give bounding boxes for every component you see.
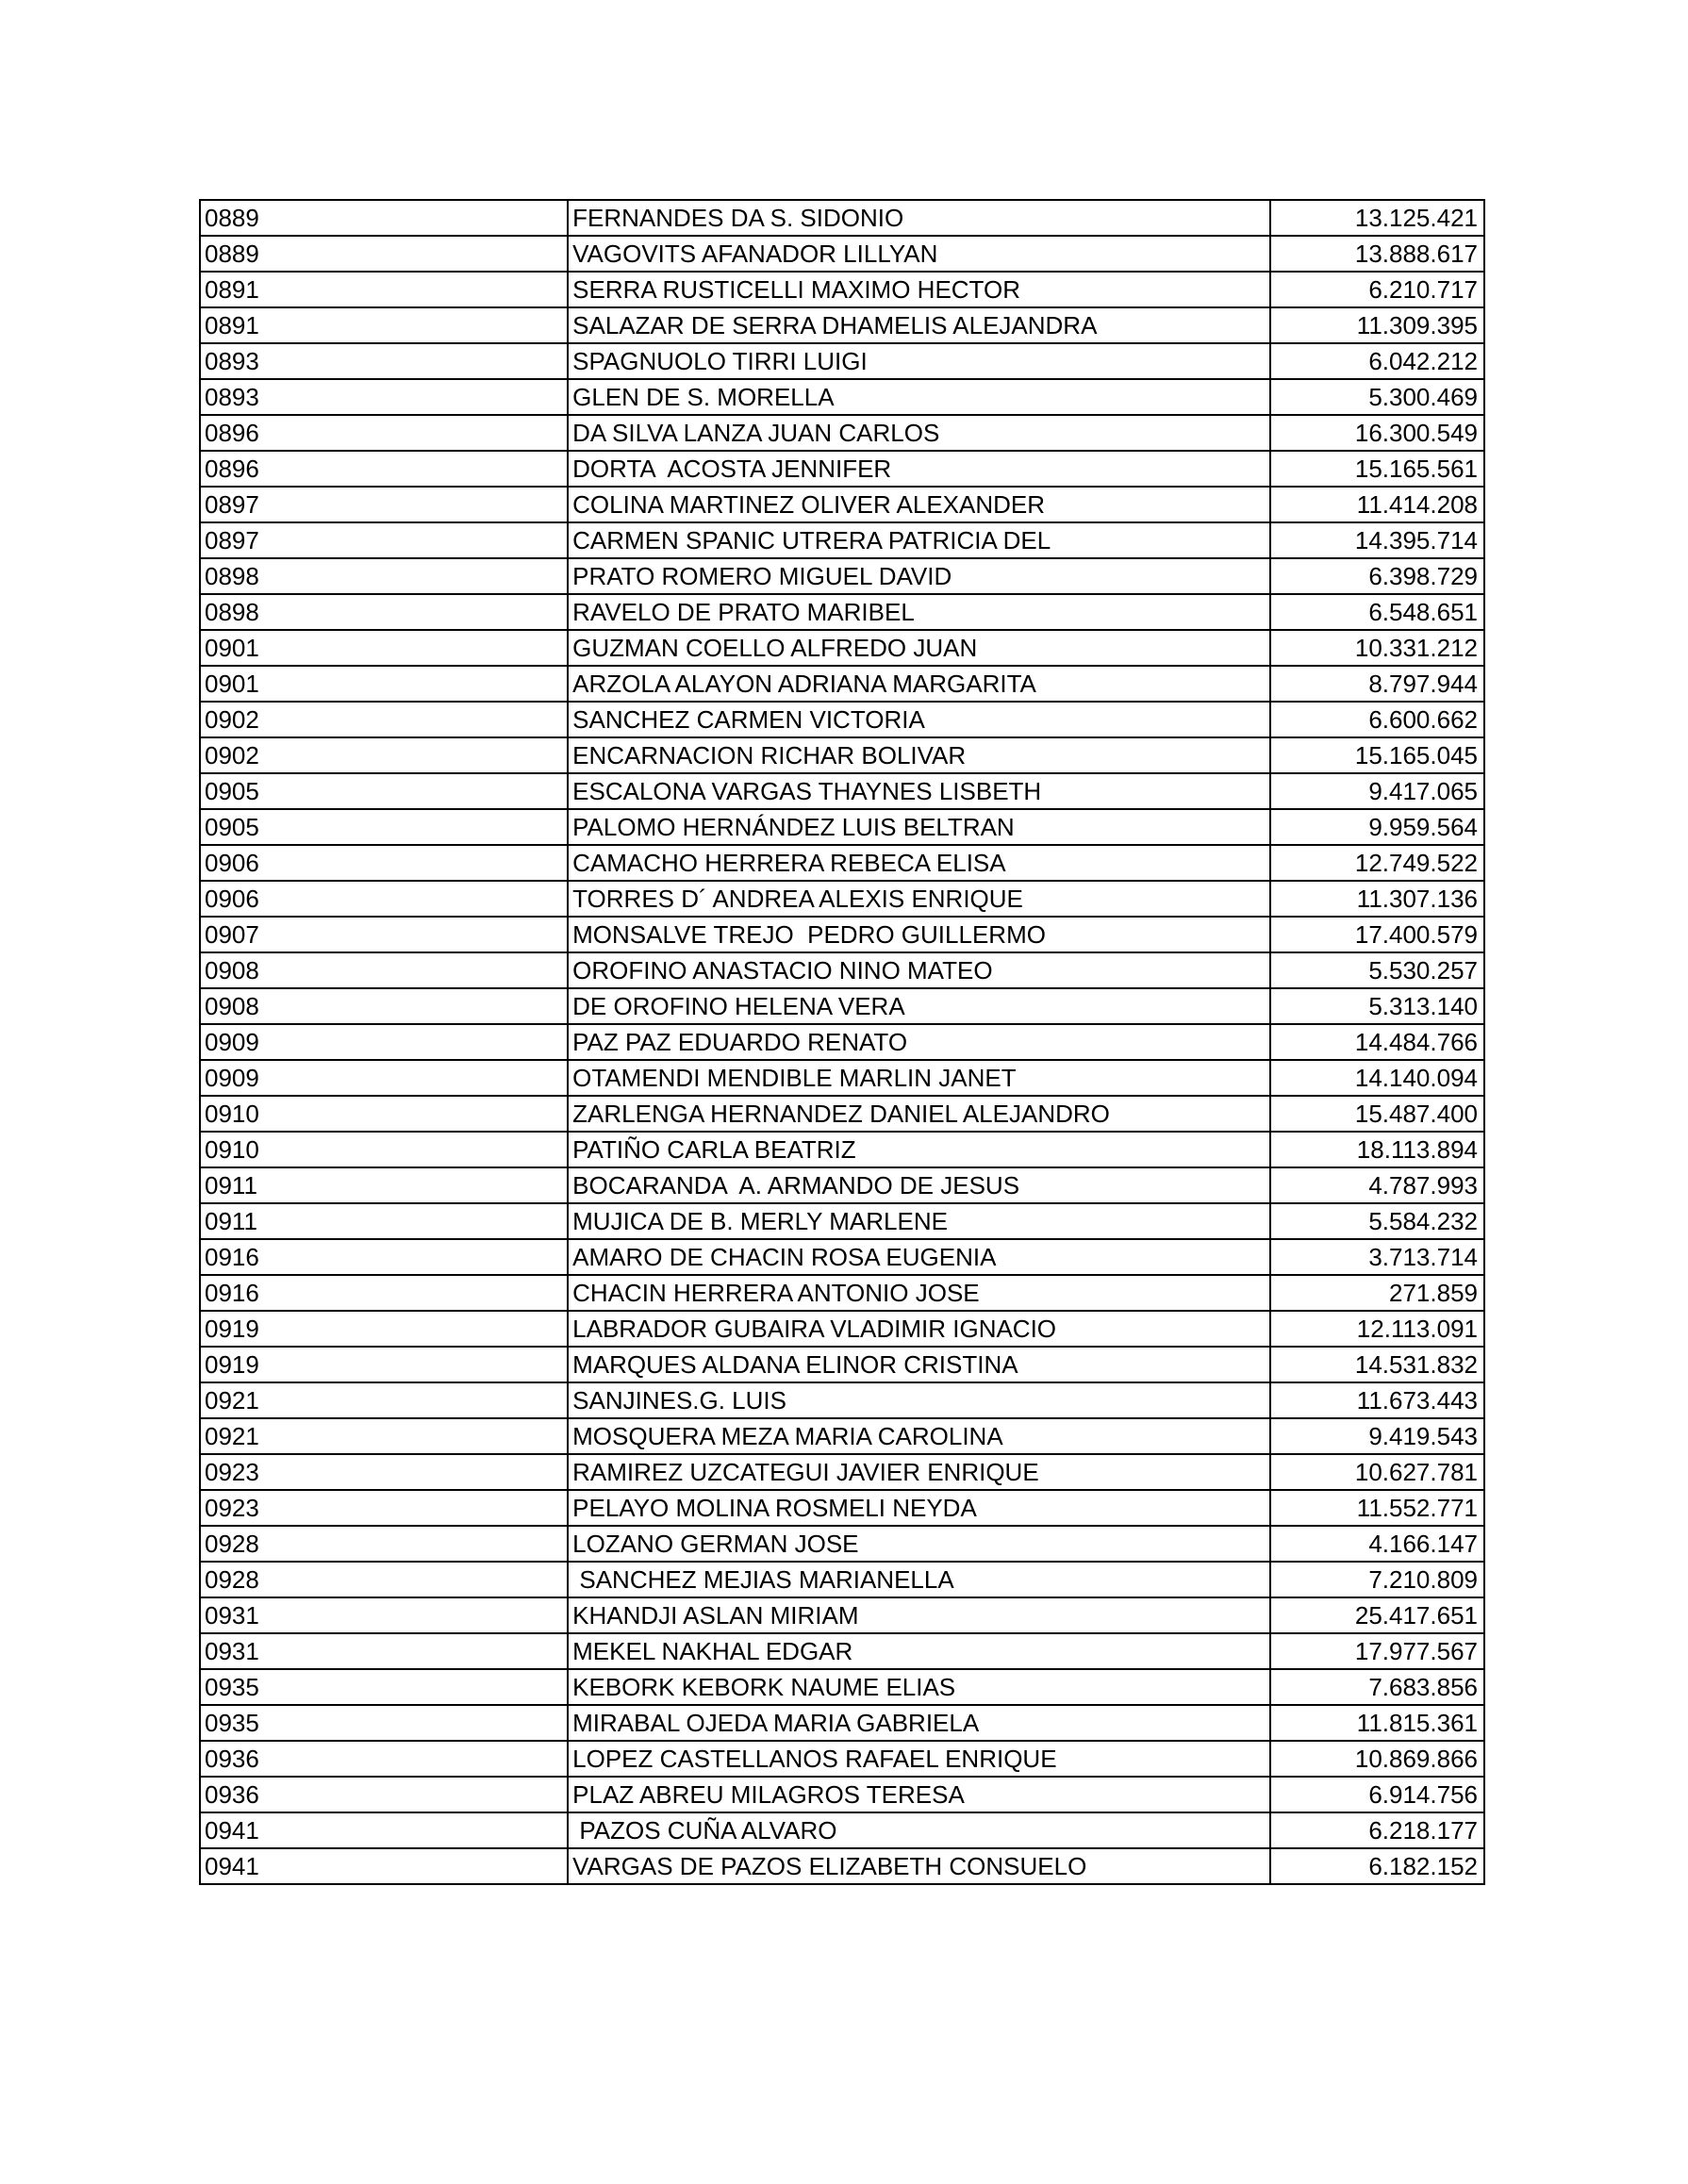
amount-cell: 6.218.177 [1270,1812,1484,1848]
table-row [200,1633,1484,1669]
amount-cell: 11.815.361 [1270,1705,1484,1741]
name-cell: RAMIREZ UZCATEGUI JAVIER ENRIQUE [568,1454,1270,1490]
amount-cell: 7.683.856 [1270,1669,1484,1705]
code-cell: 0896 [200,451,568,487]
code-cell: 0909 [200,1024,568,1060]
table-row [200,1597,1484,1633]
table-row [200,236,1484,272]
code-cell: 0916 [200,1275,568,1311]
name-cell: KEBORK KEBORK NAUME ELIAS [568,1669,1270,1705]
amount-cell: 17.400.579 [1270,917,1484,952]
code-cell: 0911 [200,1167,568,1203]
code-cell: 0936 [200,1741,568,1777]
amount-cell: 25.417.651 [1270,1597,1484,1633]
name-cell: PAZ PAZ EDUARDO RENATO [568,1024,1270,1060]
name-cell: PRATO ROMERO MIGUEL DAVID [568,558,1270,594]
code-cell: 0931 [200,1597,568,1633]
amount-cell: 9.419.543 [1270,1418,1484,1454]
name-cell: SERRA RUSTICELLI MAXIMO HECTOR [568,272,1270,307]
code-cell: 0921 [200,1382,568,1418]
amount-cell: 16.300.549 [1270,415,1484,451]
code-cell: 0896 [200,415,568,451]
table-row [200,737,1484,773]
table-row [200,1060,1484,1096]
name-cell: CHACIN HERRERA ANTONIO JOSE [568,1275,1270,1311]
code-cell: 0936 [200,1777,568,1812]
code-cell: 0910 [200,1096,568,1132]
code-cell: 0906 [200,845,568,881]
amount-cell: 6.210.717 [1270,272,1484,307]
table-row [200,1418,1484,1454]
name-cell: MOSQUERA MEZA MARIA CAROLINA [568,1418,1270,1454]
name-cell: PATIÑO CARLA BEATRIZ [568,1132,1270,1167]
code-cell: 0908 [200,952,568,988]
name-cell: PLAZ ABREU MILAGROS TERESA [568,1777,1270,1812]
amount-cell: 10.627.781 [1270,1454,1484,1490]
amount-cell: 14.395.714 [1270,522,1484,558]
name-cell: PALOMO HERNÁNDEZ LUIS BELTRAN [568,809,1270,845]
code-cell: 0941 [200,1848,568,1884]
amount-cell: 15.165.045 [1270,737,1484,773]
code-cell: 0919 [200,1311,568,1347]
amount-cell: 6.398.729 [1270,558,1484,594]
code-cell: 0941 [200,1812,568,1848]
name-cell: DA SILVA LANZA JUAN CARLOS [568,415,1270,451]
table-row [200,1741,1484,1777]
table-row [200,1454,1484,1490]
code-cell: 0901 [200,666,568,702]
amount-cell: 14.484.766 [1270,1024,1484,1060]
code-cell: 0919 [200,1347,568,1382]
amount-cell: 4.787.993 [1270,1167,1484,1203]
amount-cell: 6.600.662 [1270,702,1484,737]
records-table [199,199,1485,1885]
code-cell: 0902 [200,737,568,773]
name-cell: MIRABAL OJEDA MARIA GABRIELA [568,1705,1270,1741]
name-cell: GUZMAN COELLO ALFREDO JUAN [568,630,1270,666]
name-cell: RAVELO DE PRATO MARIBEL [568,594,1270,630]
name-cell: FERNANDES DA S. SIDONIO [568,200,1270,236]
name-cell: LOZANO GERMAN JOSE [568,1526,1270,1562]
amount-cell: 14.531.832 [1270,1347,1484,1382]
name-cell: PAZOS CUÑA ALVARO [568,1812,1270,1848]
table-row [200,1705,1484,1741]
code-cell: 0923 [200,1490,568,1526]
code-cell: 0897 [200,487,568,522]
table-row [200,415,1484,451]
code-cell: 0923 [200,1454,568,1490]
table-row [200,630,1484,666]
name-cell: SPAGNUOLO TIRRI LUIGI [568,343,1270,379]
table-row [200,1024,1484,1060]
name-cell: OTAMENDI MENDIBLE MARLIN JANET [568,1060,1270,1096]
amount-cell: 10.331.212 [1270,630,1484,666]
amount-cell: 271.859 [1270,1275,1484,1311]
amount-cell: 5.300.469 [1270,379,1484,415]
table-row [200,1777,1484,1812]
code-cell: 0905 [200,773,568,809]
table-row [200,451,1484,487]
name-cell: TORRES D´ ANDREA ALEXIS ENRIQUE [568,881,1270,917]
table-row [200,487,1484,522]
name-cell: GLEN DE S. MORELLA [568,379,1270,415]
table-row [200,1848,1484,1884]
table-row [200,952,1484,988]
table-row [200,1382,1484,1418]
code-cell: 0889 [200,200,568,236]
name-cell: ENCARNACION RICHAR BOLIVAR [568,737,1270,773]
name-cell: ZARLENGA HERNANDEZ DANIEL ALEJANDRO [568,1096,1270,1132]
code-cell: 0935 [200,1669,568,1705]
code-cell: 0905 [200,809,568,845]
table-row [200,845,1484,881]
amount-cell: 6.182.152 [1270,1848,1484,1884]
name-cell: ARZOLA ALAYON ADRIANA MARGARITA [568,666,1270,702]
code-cell: 0907 [200,917,568,952]
amount-cell: 5.530.257 [1270,952,1484,988]
amount-cell: 11.414.208 [1270,487,1484,522]
table-row [200,379,1484,415]
table-row [200,666,1484,702]
table-row [200,1239,1484,1275]
amount-cell: 15.165.561 [1270,451,1484,487]
name-cell: COLINA MARTINEZ OLIVER ALEXANDER [568,487,1270,522]
table-row [200,1812,1484,1848]
name-cell: KHANDJI ASLAN MIRIAM [568,1597,1270,1633]
amount-cell: 6.548.651 [1270,594,1484,630]
code-cell: 0891 [200,307,568,343]
amount-cell: 12.113.091 [1270,1311,1484,1347]
table-row [200,1096,1484,1132]
code-cell: 0921 [200,1418,568,1454]
table-row [200,1311,1484,1347]
name-cell: DORTA ACOSTA JENNIFER [568,451,1270,487]
table-row [200,343,1484,379]
name-cell: OROFINO ANASTACIO NINO MATEO [568,952,1270,988]
table-row [200,1275,1484,1311]
name-cell: LOPEZ CASTELLANOS RAFAEL ENRIQUE [568,1741,1270,1777]
name-cell: ESCALONA VARGAS THAYNES LISBETH [568,773,1270,809]
code-cell: 0928 [200,1526,568,1562]
table-row [200,1167,1484,1203]
name-cell: MEKEL NAKHAL EDGAR [568,1633,1270,1669]
amount-cell: 14.140.094 [1270,1060,1484,1096]
code-cell: 0910 [200,1132,568,1167]
name-cell: SANCHEZ MEJIAS MARIANELLA [568,1562,1270,1597]
name-cell: AMARO DE CHACIN ROSA EUGENIA [568,1239,1270,1275]
table-row [200,307,1484,343]
table-row [200,522,1484,558]
code-cell: 0897 [200,522,568,558]
code-cell: 0909 [200,1060,568,1096]
amount-cell: 18.113.894 [1270,1132,1484,1167]
amount-cell: 5.584.232 [1270,1203,1484,1239]
amount-cell: 11.673.443 [1270,1382,1484,1418]
name-cell: LABRADOR GUBAIRA VLADIMIR IGNACIO [568,1311,1270,1347]
table-row [200,809,1484,845]
amount-cell: 15.487.400 [1270,1096,1484,1132]
amount-cell: 11.552.771 [1270,1490,1484,1526]
code-cell: 0931 [200,1633,568,1669]
code-cell: 0889 [200,236,568,272]
amount-cell: 5.313.140 [1270,988,1484,1024]
name-cell: VAGOVITS AFANADOR LILLYAN [568,236,1270,272]
name-cell: BOCARANDA A. ARMANDO DE JESUS [568,1167,1270,1203]
amount-cell: 10.869.866 [1270,1741,1484,1777]
amount-cell: 13.125.421 [1270,200,1484,236]
name-cell: VARGAS DE PAZOS ELIZABETH CONSUELO [568,1848,1270,1884]
table-row [200,881,1484,917]
name-cell: SALAZAR DE SERRA DHAMELIS ALEJANDRA [568,307,1270,343]
table-row [200,1526,1484,1562]
table-row [200,1490,1484,1526]
table-row [200,1562,1484,1597]
table-row [200,1132,1484,1167]
code-cell: 0935 [200,1705,568,1741]
amount-cell: 13.888.617 [1270,236,1484,272]
table-row [200,773,1484,809]
name-cell: MARQUES ALDANA ELINOR CRISTINA [568,1347,1270,1382]
name-cell: MONSALVE TREJO PEDRO GUILLERMO [568,917,1270,952]
amount-cell: 7.210.809 [1270,1562,1484,1597]
name-cell: CAMACHO HERRERA REBECA ELISA [568,845,1270,881]
code-cell: 0911 [200,1203,568,1239]
code-cell: 0901 [200,630,568,666]
table-row [200,917,1484,952]
name-cell: PELAYO MOLINA ROSMELI NEYDA [568,1490,1270,1526]
name-cell: MUJICA DE B. MERLY MARLENE [568,1203,1270,1239]
amount-cell: 12.749.522 [1270,845,1484,881]
code-cell: 0928 [200,1562,568,1597]
amount-cell: 11.307.136 [1270,881,1484,917]
code-cell: 0902 [200,702,568,737]
table-row [200,594,1484,630]
code-cell: 0906 [200,881,568,917]
table-row [200,200,1484,236]
table-row [200,1669,1484,1705]
records-table-body [200,200,1484,1884]
amount-cell: 6.042.212 [1270,343,1484,379]
name-cell: SANJINES.G. LUIS [568,1382,1270,1418]
amount-cell: 11.309.395 [1270,307,1484,343]
amount-cell: 9.959.564 [1270,809,1484,845]
amount-cell: 17.977.567 [1270,1633,1484,1669]
code-cell: 0891 [200,272,568,307]
code-cell: 0893 [200,343,568,379]
table-row [200,1347,1484,1382]
table-row [200,702,1484,737]
amount-cell: 9.417.065 [1270,773,1484,809]
amount-cell: 8.797.944 [1270,666,1484,702]
amount-cell: 3.713.714 [1270,1239,1484,1275]
name-cell: CARMEN SPANIC UTRERA PATRICIA DEL [568,522,1270,558]
table-row [200,988,1484,1024]
name-cell: DE OROFINO HELENA VERA [568,988,1270,1024]
amount-cell: 6.914.756 [1270,1777,1484,1812]
amount-cell: 4.166.147 [1270,1526,1484,1562]
table-row [200,272,1484,307]
code-cell: 0916 [200,1239,568,1275]
name-cell: SANCHEZ CARMEN VICTORIA [568,702,1270,737]
code-cell: 0893 [200,379,568,415]
code-cell: 0898 [200,594,568,630]
table-row [200,1203,1484,1239]
code-cell: 0898 [200,558,568,594]
code-cell: 0908 [200,988,568,1024]
table-row [200,558,1484,594]
